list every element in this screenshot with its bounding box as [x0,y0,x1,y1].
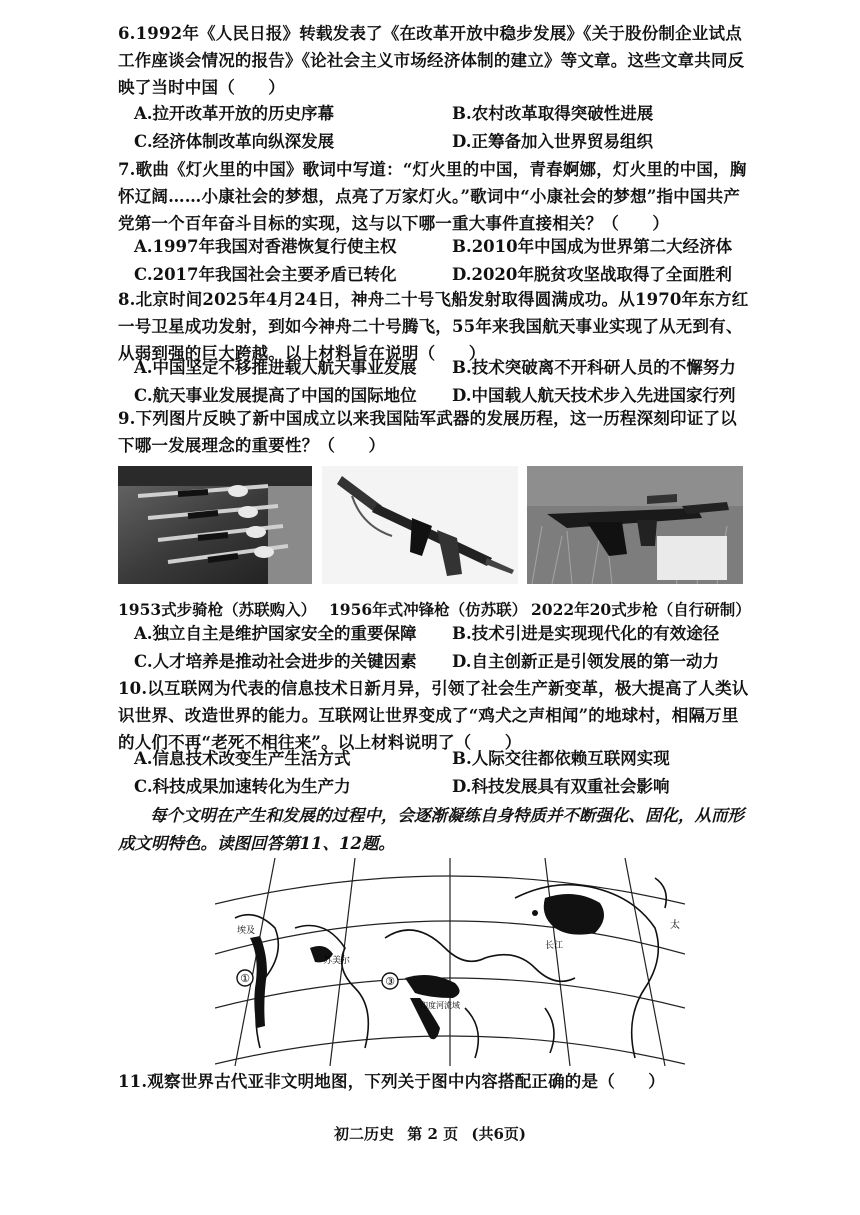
question-9-stem: 9.下列图片反映了新中国成立以来我国陆军武器的发展历程，这一历程深刻印证了以下哪一发展理念的重要性？（ ） [118,409,737,455]
photo-1956-submachine-gun [322,466,518,584]
q10-option-a: A.信息技术改变生产生活方式 [134,749,351,768]
q6-option-b: B.农村改革取得突破性进展 [452,104,654,123]
question-7-options [134,233,750,289]
question-10-stem: 10.以互联网为代表的信息技术日新月异，引领了社会生产新变革，极大提高了人类认识世界、改造世界的能力。互联网让世界变成了“鸡犬之声相闻”的地球村，相隔万里的人们不再“老死不相往来”。以上材料说明了（ ） [118,679,749,752]
question-11-stem: 11.观察世界古代亚非文明地图，下列关于图中内容搭配正确的是（ ） [118,1072,666,1091]
footer-page-number: 第 2 页 [407,1125,459,1143]
ancient-civilizations-map [215,858,685,1066]
q10-option-b: B.人际交往都依赖互联网实现 [452,749,670,768]
q6-option-c: C.经济体制改革向纵深发展 [134,132,335,151]
footer-total-pages: (共6页) [471,1125,526,1143]
map-label-pacific: 太 [670,920,680,931]
photo-1953-rifle [118,466,312,584]
q7-option-a: A.1997年我国对香港恢复行使主权 [134,237,397,256]
q9-option-c: C.人才培养是推动社会进步的关键因素 [134,652,417,671]
question-6-options [134,100,750,156]
question-6-stem: 6.1992年《人民日报》转载发表了《在改革开放中稳步发展》《关于股份制企业试点工作座谈会情况的报告》《论社会主义市场经济体制的建立》等文章。这些文章共同反映了当时中国（ ） [118,24,745,97]
map-marker-3: ③ [385,975,395,988]
q8-option-b: B.技术突破离不开科研人员的不懈努力 [452,358,736,377]
question-10-options [134,745,750,801]
question-8-options [134,354,750,410]
q7-option-c: C.2017年我国社会主要矛盾已转化 [134,265,397,284]
map-intro-text: 每个文明在产生和发展的过程中，会逐渐凝练自身特质并不断强化、固化，从而形成文明特色。读图回答第11、12题。 [118,806,744,853]
q8-option-a: A.中国坚定不移推进载人航天事业发展 [134,358,417,377]
q8-option-d: D.中国载人航天技术步入先进国家行列 [452,386,736,405]
q10-option-d: D.科技发展具有双重社会影响 [452,777,670,796]
question-9-options [134,620,750,676]
footer-subject: 初二历史 [333,1125,394,1143]
q9-option-b: B.技术引进是实现现代化的有效途径 [452,624,720,643]
q9-option-d: D.自主创新正是引领发展的第一动力 [452,652,719,671]
caption-2022-rifle: 2022年20式步枪（自行研制） [531,600,751,619]
q6-option-a: A.拉开改革开放的历史序幕 [134,104,335,123]
q9-option-a: A.独立自主是维护国家安全的重要保障 [134,624,417,643]
question-7-stem: 7.歌曲《灯火里的中国》歌词中写道：“灯火里的中国，青春婀娜，灯火里的中国，胸怀辽阔……小康社会的梦想，点亮了万家灯火。”歌词中“小康社会的梦想”指中国共产党第一个百年奋斗目标的实现，这与以下哪一重大事件直接相关？（ ） [118,160,747,233]
map-marker-1: ① [240,972,250,985]
q8-option-c: C.航天事业发展提高了中国的国际地位 [134,386,417,405]
q7-option-d: D.2020年脱贫攻坚战取得了全面胜利 [452,265,732,284]
caption-1956-submachine-gun: 1956年式冲锋枪（仿苏联） [329,600,528,619]
map-label-egypt: 埃及 [237,926,256,936]
caption-1953-rifle: 1953式步骑枪（苏联购入） [118,600,317,619]
page-footer [0,1123,860,1144]
question-8-stem: 8.北京时间2025年4月24日，神舟二十号飞船发射取得圆满成功。从1970年东方红一号卫星成功发射，到如今神舟二十号腾飞，55年来我国航天事业实现了从无到有、从弱到强的巨大跨越。以上材料旨在说明（ ） [118,290,749,363]
q10-option-c: C.科技成果加速转化为生产力 [134,777,351,796]
map-label-yangtze: 长江 [545,941,564,951]
q6-option-d: D.正筹备加入世界贸易组织 [452,132,653,151]
photo-2022-rifle [527,466,743,584]
q7-option-b: B.2010年中国成为世界第二大经济体 [452,237,733,256]
map-label-sumer: 苏美尔 [323,956,351,966]
map-label-indus: 印度河流域 [420,1001,460,1010]
